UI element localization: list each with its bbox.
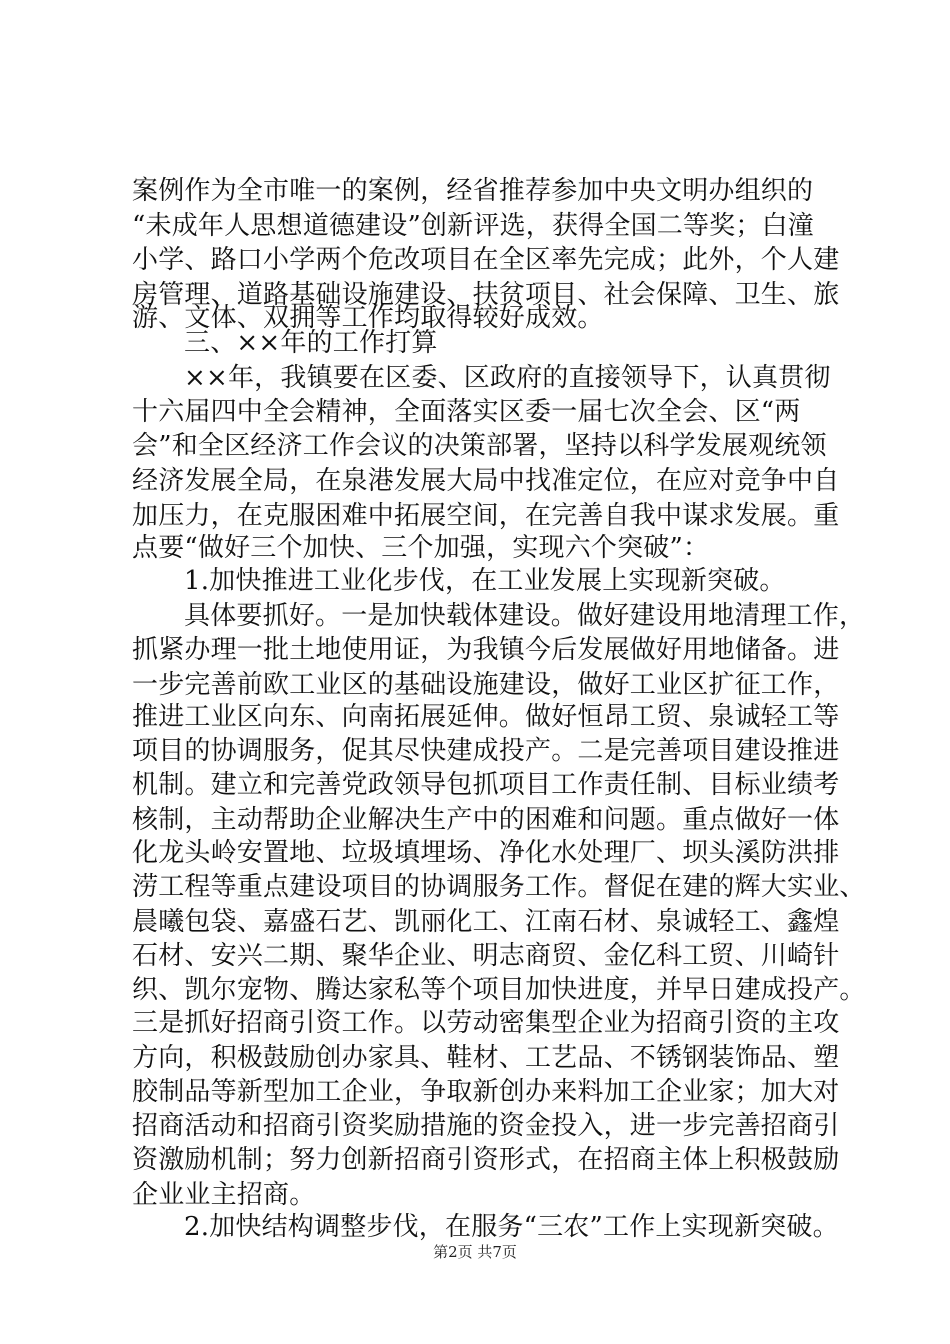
text-line: 核制，主动帮助企业解决生产中的困难和问题。重点做好一体 (132, 805, 840, 835)
subheading: 2.加快结构调整步伐，在服务“三农”工作上实现新突破。 (184, 1212, 839, 1242)
text-line: 推进工业区向东、向南拓展延伸。做好恒昂工贸、泉诚轻工等 (132, 702, 840, 732)
text-line: 游、文体、双拥等工作均取得较好成效。 (132, 303, 604, 333)
text-line: ××年，我镇要在区委、区政府的直接领导下，认真贯彻 (184, 363, 831, 393)
section-heading: 三、××年的工作打算 (184, 328, 438, 358)
text-line: 项目的协调服务，促其尽快建成投产。二是完善项目建设推进 (132, 736, 840, 766)
text-line: 企业业主招商。 (132, 1180, 316, 1210)
text-line: 方向，积极鼓励创办家具、鞋材、工艺品、不锈钢装饰品、塑 (132, 1043, 840, 1073)
text-line: 胶制品等新型加工企业，争取新创办来料加工企业家；加大对 (132, 1077, 840, 1107)
page-number-footer: 第2页 共7页 (433, 1243, 517, 1261)
text-line: 化龙头岭安置地、垃圾填埋场、净化水处理厂、坝头溪防洪排 (132, 838, 840, 868)
text-line: 点要“做好三个加快、三个加强，实现六个突破”： (132, 533, 710, 563)
text-line: “未成年人思想道德建设”创新评选，获得全国二等奖；白潼 (132, 211, 814, 241)
text-line: 招商活动和招商引资奖励措施的资金投入，进一步完善招商引 (132, 1111, 840, 1141)
text-line: 十六届四中全会精神，全面落实区委一届七次全会、区“两 (132, 397, 801, 427)
text-line: 三是抓好招商引资工作。以劳动密集型企业为招商引资的主攻 (132, 1008, 840, 1038)
text-line: 织、凯尔宠物、腾达家私等个项目加快进度，并早日建成投产。 (132, 975, 866, 1005)
text-line: 小学、路口小学两个危改项目在全区率先完成；此外，个人建 (132, 245, 840, 275)
text-line: 一步完善前欧工业区的基础设施建设，做好工业区扩征工作， (132, 670, 840, 700)
text-line: 加压力，在克服困难中拓展空间，在完善自我中谋求发展。重 (132, 501, 840, 531)
text-line: 资激励机制；努力创新招商引资形式，在招商主体上积极鼓励 (132, 1145, 840, 1175)
subheading: 1.加快推进工业化步伐，在工业发展上实现新突破。 (184, 566, 786, 596)
text-line: 案例作为全市唯一的案例，经省推荐参加中央文明办组织的 (132, 176, 814, 206)
text-line: 抓紧办理一批土地使用证，为我镇今后发展做好用地储备。进 (132, 635, 840, 665)
text-line: 会”和全区经济工作会议的决策部署，坚持以科学发展观统领 (132, 431, 827, 461)
text-line: 经济发展全局，在泉港发展大局中找准定位，在应对竞争中自 (132, 466, 840, 496)
text-line: 晨曦包袋、嘉盛石艺、凯丽化工、江南石材、泉诚轻工、鑫煌 (132, 907, 840, 937)
text-line: 具体要抓好。一是加快载体建设。做好建设用地清理工作， (184, 601, 866, 631)
text-line: 石材、安兴二期、聚华企业、明志商贸、金亿科工贸、川崎针 (132, 941, 840, 971)
text-line: 机制。建立和完善党政领导包抓项目工作责任制、目标业绩考 (132, 770, 840, 800)
text-line: 涝工程等重点建设项目的协调服务工作。督促在建的辉大实业、 (132, 872, 866, 902)
text-line: 房管理、道路基础设施建设、扶贫项目、社会保障、卫生、旅 (132, 280, 840, 310)
